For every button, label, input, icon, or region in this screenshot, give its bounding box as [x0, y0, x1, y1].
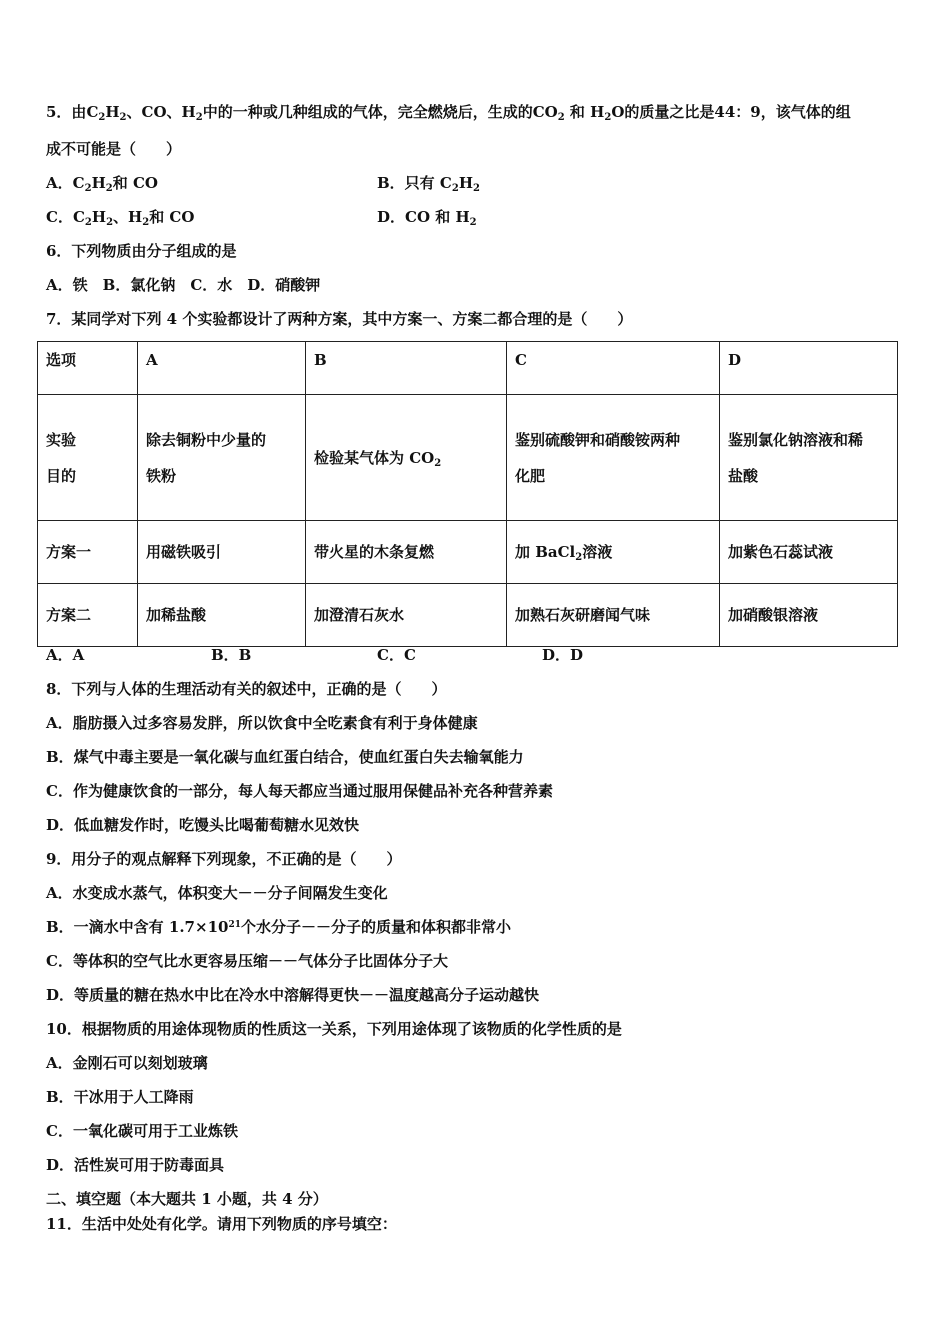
- plan2-cell-d: 加硝酸银溶液: [720, 584, 898, 647]
- purpose-cell-b: 检验某气体为 $CO_2$: [306, 395, 507, 521]
- row-label-purpose: 实验 目的: [38, 395, 138, 521]
- q7-option-c: C．C: [377, 646, 416, 664]
- table-row-purpose: [38, 395, 898, 521]
- q8-option-d: D．低血糖发作时，吃馒头比喝葡萄糖水见效快: [46, 816, 360, 834]
- q5-stem-line1: 5．由$C_2H_2$、CO、$H_2$中的一种或几种组成的气体，完全燃烧后，生成的$CO_2$ 和 $H_2O$的质量之比是44：9，该气体的组: [46, 103, 851, 123]
- section-heading: 二、填空题（本大题共 1 小题，共 4 分）: [46, 1190, 328, 1208]
- q9-option-c: C．等体积的空气比水更容易压缩－－气体分子比固体分子大: [46, 952, 448, 970]
- q10-option-c: C．一氧化碳可用于工业炼铁: [46, 1122, 238, 1140]
- q5-option-c: C．$C_2H_2$、$H_2$和 CO: [46, 208, 195, 228]
- q10-option-a: A．金刚石可以刻划玻璃: [46, 1054, 208, 1072]
- plan1-cell-a: 用磁铁吸引: [138, 521, 306, 584]
- q5-option-d: D．CO 和 $H_2$: [377, 208, 477, 228]
- q9-stem: 9．用分子的观点解释下列现象，不正确的是（ ）: [46, 850, 402, 868]
- header-cell: D: [720, 342, 898, 395]
- q7-option-d: D．D: [542, 646, 584, 664]
- q11-stem: 11．生活中处处有化学。请用下列物质的序号填空：: [46, 1215, 397, 1233]
- q7-table: [37, 341, 898, 647]
- q10-option-b: B．干冰用于人工降雨: [46, 1088, 194, 1106]
- plan1-cell-b: 带火星的木条复燃: [306, 521, 507, 584]
- q8-option-a: A．脂肪摄入过多容易发胖，所以饮食中全吃素食有利于身体健康: [46, 714, 478, 732]
- header-cell: B: [306, 342, 507, 395]
- q9-option-a: A．水变成水蒸气，体积变大－－分子间隔发生变化: [46, 884, 388, 902]
- header-cell: 选项: [38, 342, 138, 395]
- purpose-cell-c: 鉴别硫酸钾和硝酸铵两种 化肥: [507, 395, 720, 521]
- q10-stem: 10．根据物质的用途体现物质的性质这一关系，下列用途体现了该物质的化学性质的是: [46, 1020, 622, 1038]
- q8-stem: 8．下列与人体的生理活动有关的叙述中，正确的是（ ）: [46, 680, 447, 698]
- plan1-cell-d: 加紫色石蕊试液: [720, 521, 898, 584]
- q7-option-a: A．A: [46, 646, 85, 664]
- header-cell: C: [507, 342, 720, 395]
- q7-stem: 7．某同学对下列 4 个实验都设计了两种方案，其中方案一、方案二都合理的是（ ）: [46, 310, 633, 328]
- plan2-cell-c: 加熟石灰研磨闻气味: [507, 584, 720, 647]
- q8-option-c: C．作为健康饮食的一部分，每人每天都应当通过服用保健品补充各种营养素: [46, 782, 553, 800]
- row-label-plan1: 方案一: [38, 521, 138, 584]
- table-row-plan1: [38, 521, 898, 584]
- plan2-cell-b: 加澄清石灰水: [306, 584, 507, 647]
- q6-options: A．铁 B．氯化钠 C．水 D．硝酸钾: [46, 276, 321, 294]
- q9-option-b: B．一滴水中含有 $1.7\times 10^{21}$个水分子－－分子的质量和体积都非常小: [46, 918, 511, 936]
- plan2-cell-a: 加稀盐酸: [138, 584, 306, 647]
- table-row-plan2: [38, 584, 898, 647]
- table-header-row: [38, 342, 898, 395]
- q5-stem-line2: 成不可能是（ ）: [46, 140, 182, 158]
- q5-option-b: B．只有 $C_2H_2$: [377, 174, 480, 194]
- plan1-cell-c: 加 BaCl$_2$溶液: [507, 521, 720, 584]
- purpose-cell-a: 除去铜粉中少量的 铁粉: [138, 395, 306, 521]
- purpose-cell-d: 鉴别氯化钠溶液和稀 盐酸: [720, 395, 898, 521]
- q9-option-d: D．等质量的糖在热水中比在冷水中溶解得更快－－温度越高分子运动越快: [46, 986, 540, 1004]
- q6-stem: 6．下列物质由分子组成的是: [46, 242, 237, 260]
- q8-option-b: B．煤气中毒主要是一氧化碳与血红蛋白结合，使血红蛋白失去输氧能力: [46, 748, 524, 766]
- q7-option-b: B．B: [211, 646, 252, 664]
- header-cell: A: [138, 342, 306, 395]
- q5-option-a: A．$C_2H_2$和 CO: [46, 174, 158, 194]
- row-label-plan2: 方案二: [38, 584, 138, 647]
- q10-option-d: D．活性炭可用于防毒面具: [46, 1156, 225, 1174]
